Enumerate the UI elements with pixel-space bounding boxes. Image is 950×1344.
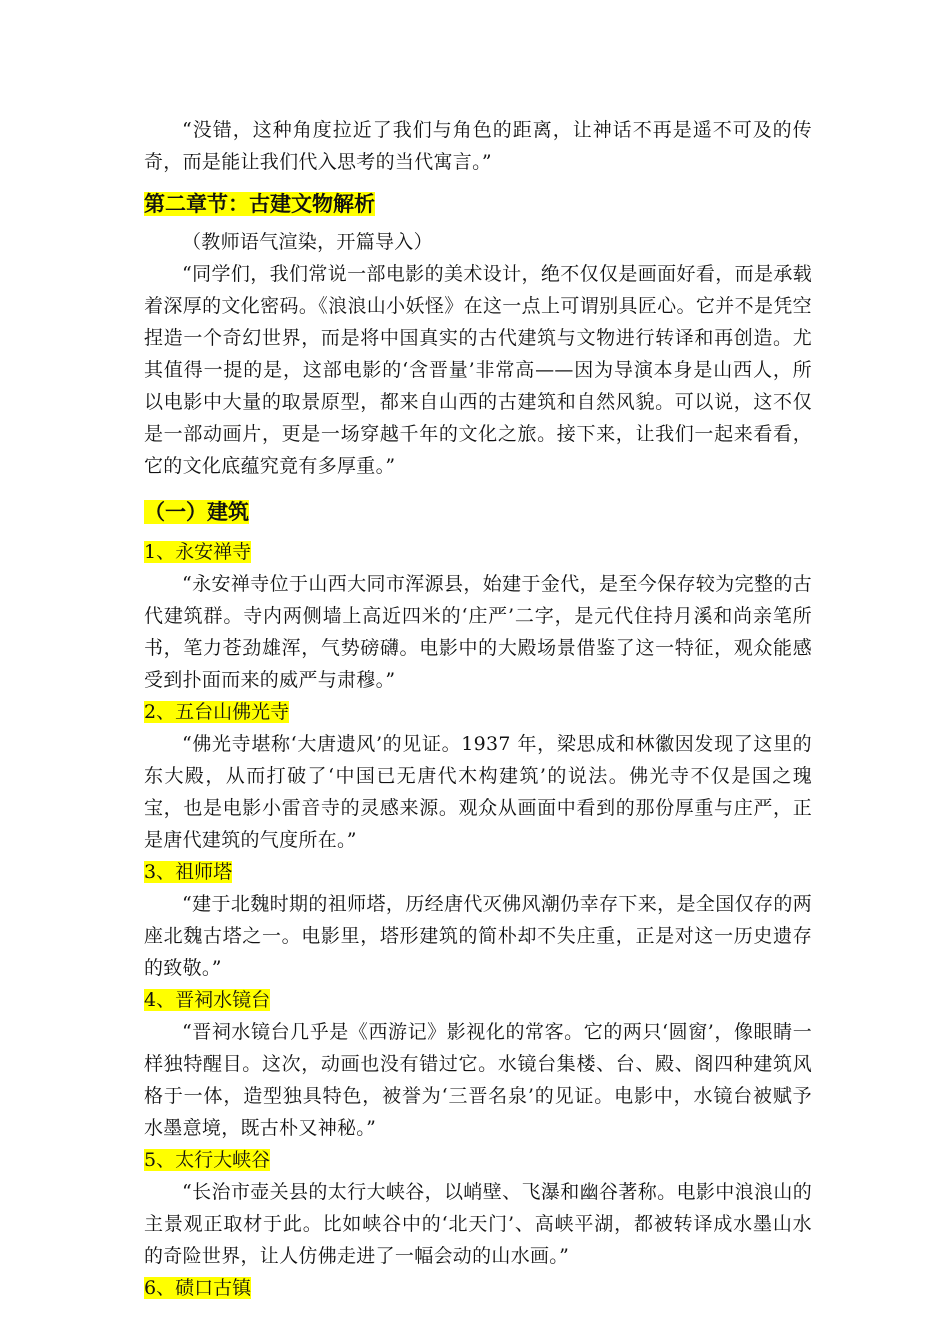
item-1	[144, 536, 812, 696]
item-title	[144, 696, 812, 728]
item-paragraph: “建于北魏时期的祖师塔，历经唐代灭佛风潮仍幸存下来，是全国仅存的两座北魏古塔之一。电影里，塔形建筑的简朴却不失庄重，正是对这一历史遗存的致敬。”	[144, 893, 812, 979]
section-title: （一）建筑	[144, 500, 249, 524]
item-3	[144, 856, 812, 984]
item-2	[144, 696, 812, 856]
teacher-note: （教师语气渲染，开篇导入）	[182, 231, 433, 253]
item-title	[144, 536, 812, 568]
item-4	[144, 984, 812, 1144]
item-paragraph: “佛光寺堪称‘大唐遗风’的见证。1937 年，梁思成和林徽因发现了这里的东大殿，从而打破了‘中国已无唐代木构建筑’的说法。佛光寺不仅是国之瑰宝，也是电影小雷音寺的灵感来源。观众从画面中看到的那份厚重与庄严，正是唐代建筑的气度所在。”	[144, 733, 812, 851]
item-5	[144, 1144, 812, 1272]
item-title-text: 4、晋祠水镜台	[144, 989, 271, 1011]
chapter-title: 第二章节：古建文物解析	[144, 192, 375, 216]
item-paragraph: “晋祠水镜台几乎是《西游记》影视化的常客。它的两只‘圆窗’，像眼睛一样独特醒目。这次，动画也没有错过它。水镜台集楼、台、殿、阁四种建筑风格于一体，造型独具特色，被誉为‘三晋名泉’的见证。电影中，水镜台被赋予水墨意境，既古朴又神秘。”	[144, 1021, 812, 1139]
item-paragraph: “长治市壶关县的太行大峡谷，以峭壁、飞瀑和幽谷著称。电影中浪浪山的主景观正取材于此。比如峡谷中的‘北天门’、高峡平湖，都被转译成水墨山水的奇险世界，让人仿佛走进了一幅会动的山水画。”	[144, 1181, 812, 1267]
item-title	[144, 856, 812, 888]
chapter-heading	[144, 188, 812, 220]
item-title	[144, 984, 812, 1016]
section-heading	[144, 496, 812, 528]
item-title-text: 6、碛口古镇	[144, 1277, 252, 1299]
item-paragraph: “永安禅寺位于山西大同市浑源县，始建于金代，是至今保存较为完整的古代建筑群。寺内两侧墙上高近四米的‘庄严’二字，是元代住持月溪和尚亲笔所书，笔力苍劲雄浑，气势磅礴。电影中的大殿场景借鉴了这一特征，观众能感受到扑面而来的威严与肃穆。”	[144, 573, 812, 691]
item-title	[144, 1272, 812, 1304]
intro-quote-paragraph: “没错，这种角度拉近了我们与角色的距离，让神话不再是遥不可及的传奇，而是能让我们代入思考的当代寓言。”	[144, 119, 812, 173]
document-body	[144, 114, 812, 1304]
item-title-text: 2、五台山佛光寺	[144, 701, 290, 723]
item-6	[144, 1272, 812, 1304]
item-title-text: 1、永安禅寺	[144, 541, 252, 563]
item-title-text: 5、太行大峡谷	[144, 1149, 271, 1171]
item-title-text: 3、祖师塔	[144, 861, 233, 883]
item-title	[144, 1144, 812, 1176]
opening-quote-paragraph: “同学们，我们常说一部电影的美术设计，绝不仅仅是画面好看，而是承载着深厚的文化密码。《浪浪山小妖怪》在这一点上可谓别具匠心。它并不是凭空捏造一个奇幻世界，而是将中国真实的古代建筑与文物进行转译和再创造。尤其值得一提的是，这部电影的‘含晋量’非常高——因为导演本身是山西人，所以电影中大量的取景原型，都来自山西的古建筑和自然风貌。可以说，这不仅是一部动画片，更是一场穿越千年的文化之旅。接下来，让我们一起来看看，它的文化底蕴究竟有多厚重。”	[144, 263, 812, 477]
